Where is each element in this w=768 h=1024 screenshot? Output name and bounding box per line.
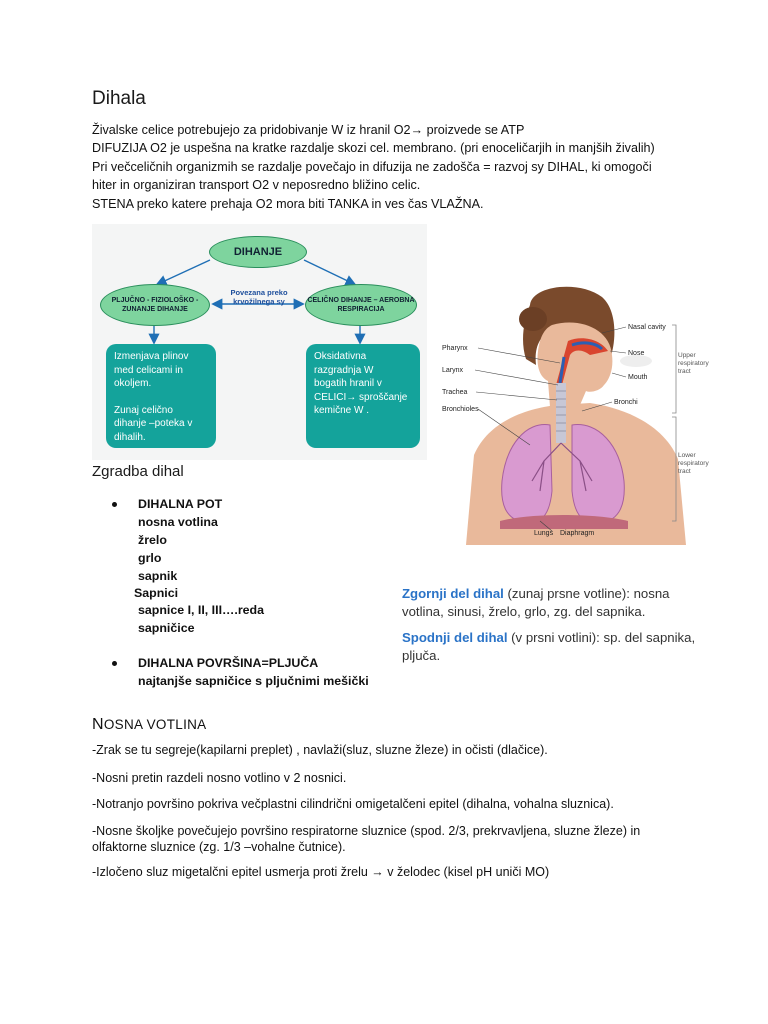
list-item: grlo [138,551,162,565]
box-line: razgradnja W [314,364,374,376]
lower-tract-term: Spodnji del dihal [402,630,508,645]
paragraph: -Izločeno sluz migetalčni epitel usmerja proti žrelu → v želodec (kisel pH uniči MO) [92,865,550,879]
box-spacer [114,391,208,404]
page-title: Dihala [92,88,146,109]
heading-initial: N [92,716,104,733]
list-item: Sapnici [134,586,179,600]
label-bronchi: Bronchi [614,399,638,406]
paragraph: -Nosni pretin razdeli nosno votlino v 2 nosnici. [92,771,347,785]
upper-tract-note [402,585,702,621]
box-line: okoljem. [114,378,152,389]
box-line: Zunaj celično [114,404,173,416]
list-item: sapničice [138,621,195,635]
label-lower-tract: respiratory [678,460,709,467]
section-heading-nosna-votlina [92,716,207,734]
list-item: žrelo [138,533,167,547]
paragraph: -Notranjo površino pokriva večplastni cilindrični omigetalčeni epitel (dihalna, vohalna sluznica). [92,797,614,811]
celicno-description-box [306,344,420,448]
label-trachea: Trachea [442,389,468,396]
intro-line: Živalske celice potrebujejo za pridobivanje W iz hranil O2→ proizvede se ATP [92,123,525,137]
intro-line: hiter in organiziran transport O2 v neposredno bližino celic. [92,178,421,193]
heading-rest: OSNA VOTLINA [103,717,207,732]
intro-line: Pri večceličnih organizmih se razdalje povečajo in difuzija ne zadošča = razvoj sy DIHAL, ki omogoči [92,159,652,174]
pljucno-description-box [106,344,216,448]
label-upper-tract: tract [678,368,691,375]
celicno-dihanje-node: CELIČNO DIHANJE – AEROBNA RESPIRACIJA [305,284,417,326]
section-heading-zgradba: Zgradba dihal [92,463,184,480]
label-bronchioles: Bronchioles [442,406,479,413]
box-line: Oksidativna [314,351,367,362]
list-item: najtanjše sapničice s pljučnimi mešički [138,674,369,688]
label-mouth: Mouth [628,374,648,381]
anatomy-figure [440,285,712,545]
paragraph: -Zrak se tu segreje(kapilarni preplet) , navlaži(sluz, sluzne žleze) in očisti (dlačice). [92,743,548,757]
box-line: kemične W . [314,405,370,416]
label-diaphragm: Diaphragm [560,530,595,537]
list-item: sapnik [138,569,178,583]
dihanje-node: DIHANJE [209,236,307,268]
upper-tract-desc: (zunaj prsne votline): nosna votlina, sinusi, žrelo, grlo, zg. del sapnika. [402,586,670,619]
intro-text [92,121,692,213]
box-line: Izmenjava plinov [114,351,189,362]
intro-line: DIFUZIJA O2 je uspešna na kratke razdalje skozi cel. membrano. (pri enoceličarjih in manjših živalih) [92,141,655,156]
dihanje-diagram [92,224,427,460]
list-item: sapnice I, II, III….reda [138,603,265,617]
bullet-heading: DIHALNA POT [138,497,223,511]
lower-tract-desc: (v prsni votlini): sp. del sapnika, pljuča. [402,630,696,663]
paragraph: -Nosne školjke povečujejo površino respiratorne sluznice (spod. 2/3, prekrvavljena, sluzne žleze) in [92,824,641,838]
label-lower-tract: Lower [678,452,696,459]
box-line: med celicami in [114,364,183,376]
list-item: nosna votlina [138,515,218,529]
upper-tract-term: Zgornji del dihal [402,586,504,601]
label-upper-tract: Upper [678,352,696,359]
label-larynx: Larynx [442,367,464,374]
lower-tract-note [402,629,702,665]
label-pharynx: Pharynx [442,345,468,352]
bullet-heading: DIHALNA POVRŠINA=PLJUČA [138,656,319,670]
bullet-dot [112,661,117,666]
krvozilni-link-label: Povezana preko krvožilnega sy [230,288,288,306]
label-upper-tract: respiratory [678,360,709,367]
label-nasal-cavity: Nasal cavity [628,324,666,331]
box-line: dihanje –poteka v [114,418,193,429]
dihala-callout [402,585,702,665]
label-nose: Nose [628,350,645,357]
box-line: dihalih. [114,431,146,443]
intro-line: STENA preko katere prehaja O2 mora biti TANKA in ves čas VLAŽNA. [92,196,484,211]
box-line: CELICI→ sproščanje [314,391,408,403]
respiratory-anatomy-illustration [440,285,712,545]
box-line: bogatih hranil v [314,378,382,389]
label-lungs: Lungs [534,530,554,537]
bullet-dot [112,502,117,507]
pljucno-dihanje-node: PLJUČNO - FIZIOLOŠKO - ZUNANJE DIHANJE [100,284,210,326]
label-lower-tract: tract [678,468,691,475]
paragraph: olfaktorne sluznice (zg. 1/3 –vohalne čutnice). [92,840,346,854]
